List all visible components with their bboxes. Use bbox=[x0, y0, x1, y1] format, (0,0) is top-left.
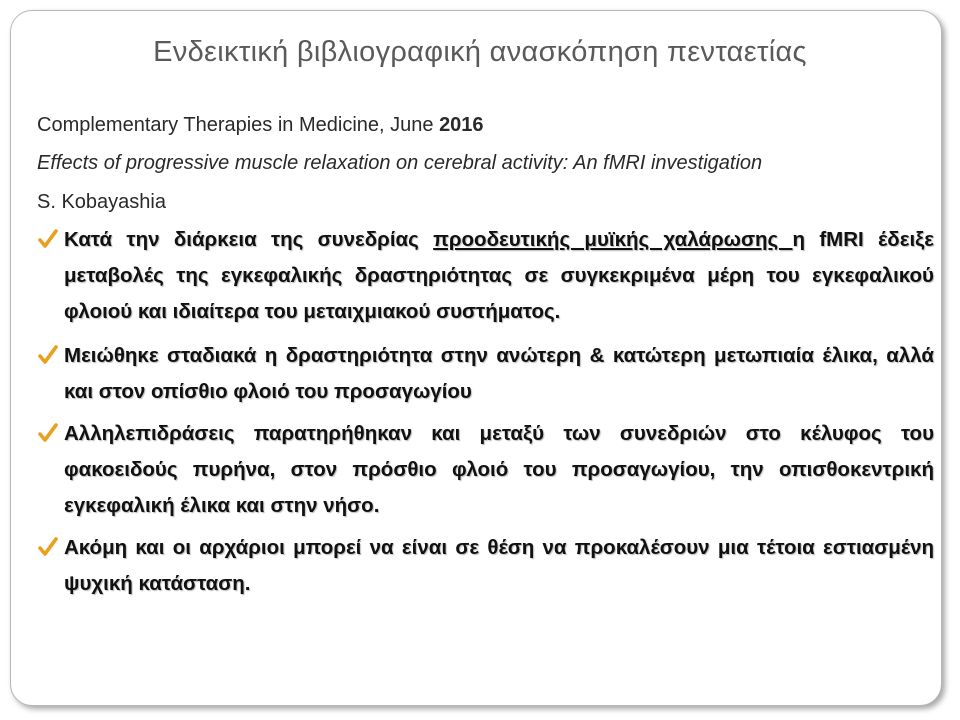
citation-journal bbox=[37, 114, 484, 137]
checkmark-icon bbox=[38, 536, 58, 558]
publication-year: 2016 bbox=[439, 114, 484, 136]
citation-author: S. Kobayashia bbox=[37, 191, 166, 213]
slide-title: Ενδεικτική βιβλιογραφική ανασκόπηση πενταετίας bbox=[153, 36, 807, 68]
finding-item bbox=[36, 530, 934, 602]
finding-text: Αλληλεπιδράσεις παρατηρήθηκαν και μεταξύ των συνεδριών στο κέλυφος του φακοειδούς πυρήνα, στον πρόσθιο φλοιό του προσαγωγίου, την οπισθοκεντρική εγκεφαλική έλικα και στην νήσο. bbox=[64, 422, 934, 517]
checkmark-icon bbox=[38, 344, 58, 366]
findings-list bbox=[36, 222, 934, 608]
finding-item bbox=[36, 222, 934, 330]
finding-item bbox=[36, 416, 934, 524]
journal-name: Complementary Therapies in Medicine, June bbox=[37, 114, 440, 136]
checkmark-icon bbox=[38, 422, 58, 444]
finding-text-underlined: προοδευτικής μυϊκής χαλάρωσης bbox=[433, 228, 793, 251]
finding-item bbox=[36, 338, 934, 410]
finding-text: η fMRI έδειξε μεταβολές της εγκεφαλικής δραστηριότητας σε συγκεκριμένα μέρη του εγκεφαλικού φλοιού και ιδιαίτερα του μεταιχμιακού συστήματος. bbox=[64, 228, 935, 323]
finding-text: Κατά την διάρκεια της συνεδρίας bbox=[64, 228, 434, 251]
finding-text: Μειώθηκε σταδιακά η δραστηριότητα στην ανώτερη & κατώτερη μετωπιαία έλικα, αλλά και στον οπίσθιο φλοιό του προσαγωγίου bbox=[64, 344, 934, 403]
citation-article-title: Effects of progressive muscle relaxation on cerebral activity: An fMRI investigation bbox=[37, 152, 763, 174]
checkmark-icon bbox=[38, 228, 58, 250]
finding-text: Ακόμη και οι αρχάριοι μπορεί να είναι σε θέση να προκαλέσουν μια τέτοια εστιασμένη ψυχική κατάσταση. bbox=[64, 536, 934, 595]
